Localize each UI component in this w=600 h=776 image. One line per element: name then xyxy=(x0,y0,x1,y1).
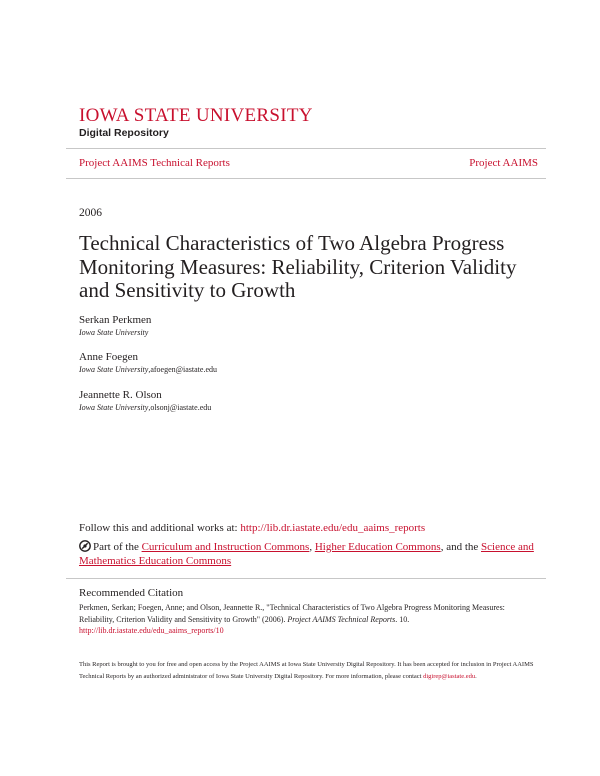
author-block xyxy=(79,388,211,413)
header-rule-bottom xyxy=(66,178,546,179)
part-of-commons xyxy=(79,540,539,568)
iowa-state-logo[interactable] xyxy=(79,106,313,139)
author-affiliation: Iowa State University,afoegen@iastate.edu xyxy=(79,365,217,374)
part-of-prefix: Part of the xyxy=(93,541,142,553)
logo-university-name: IOWA STATE UNIVERSITY xyxy=(79,105,313,126)
curriculum-commons-link[interactable]: Curriculum and Instruction Commons xyxy=(141,541,310,553)
footer-end: . xyxy=(475,672,477,680)
access-footer xyxy=(79,659,539,682)
author-email[interactable]: afoegen@iastate.edu xyxy=(150,365,217,374)
science-math-commons-link[interactable]: Science and Mathematics Education Commons xyxy=(79,541,534,567)
author-name: Jeannette R. Olson xyxy=(79,389,162,401)
affiliation-text: Iowa State University xyxy=(79,365,149,374)
author-block xyxy=(79,350,217,375)
author-name: Anne Foegen xyxy=(79,351,138,363)
citation-body: Perkmen, Serkan; Foegen, Anne; and Olson, Jeannette R., "Technical Characteristics of Two Algebra Progress Monitoring Measures: Reliability, Criterion Validity and Sensitivity to Growth" (2006). xyxy=(79,603,505,624)
author-block xyxy=(79,313,151,338)
author-name: Serkan Perkmen xyxy=(79,314,152,326)
citation-url-link[interactable]: http://lib.dr.iastate.edu/edu_aaims_reports/10 xyxy=(79,626,224,635)
collection-link[interactable]: Project AAIMS xyxy=(469,157,538,169)
citation-series: Project AAIMS Technical Reports xyxy=(287,614,396,624)
contact-email-link[interactable]: digirep@iastate.edu xyxy=(423,672,476,680)
author-email[interactable]: olsonj@iastate.edu xyxy=(150,403,212,412)
author-affiliation xyxy=(79,327,151,338)
logo-repository-name: Digital Repository xyxy=(79,127,169,139)
header-rule-top xyxy=(66,148,546,149)
citation-rule xyxy=(66,578,546,579)
part-of-sep: , and the xyxy=(440,541,482,553)
footer-text: This Report is brought to you for free and open access by the Project AAIMS at Iowa State University Digital Repository. It has been accepted for inclusion in Project AAIMS Technical Reports by an authorized administrator of Iowa State University Digital Repository. For more information, please contact xyxy=(79,661,534,680)
collection-url-link[interactable]: http://lib.dr.iastate.edu/edu_aaims_reports xyxy=(240,522,426,534)
publication-year: 2006 xyxy=(79,207,102,219)
affiliation-text: Iowa State University xyxy=(79,328,149,337)
higher-education-commons-link[interactable]: Higher Education Commons xyxy=(314,541,441,553)
recommended-citation-heading: Recommended Citation xyxy=(79,587,184,599)
part-of-sep: , xyxy=(309,541,315,553)
citation-number: . 10. xyxy=(395,614,410,624)
affiliation-text: Iowa State University xyxy=(79,403,149,412)
follow-text: Follow this and additional works at: xyxy=(79,522,241,534)
series-link[interactable]: Project AAIMS Technical Reports xyxy=(79,157,230,169)
author-affiliation: Iowa State University,olsonj@iastate.edu xyxy=(79,403,212,412)
open-access-icon xyxy=(79,540,91,552)
citation-text xyxy=(79,602,539,637)
document-title: Technical Characteristics of Two Algebra Progress Monitoring Measures: Reliability, Criterion Validity and Sensitivity to Growth xyxy=(79,231,517,302)
follow-line xyxy=(79,521,425,535)
